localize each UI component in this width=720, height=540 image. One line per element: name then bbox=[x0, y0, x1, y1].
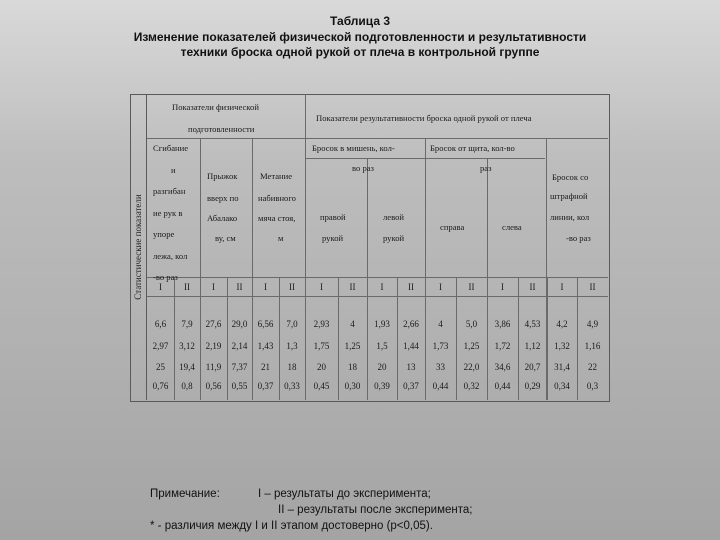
stage-label: I bbox=[501, 282, 504, 292]
table-cell: 18 bbox=[287, 362, 297, 372]
note-label: Примечание: bbox=[150, 488, 220, 500]
stage-label: II bbox=[408, 282, 414, 292]
table-cell: 6,6 bbox=[154, 319, 167, 329]
note-line-3: * - различия между I и II этапом достоверно (р<0,05). bbox=[150, 520, 433, 532]
title-line-3: техники броска одной рукой от плеча в контрольной группе bbox=[180, 45, 540, 59]
table-cell: 1,3 bbox=[286, 341, 298, 351]
table-cell: 2,97 bbox=[152, 341, 169, 351]
stage-label: I bbox=[380, 282, 384, 292]
table-cell: 11,9 bbox=[205, 362, 222, 372]
group-physical-line-1: Показатели физической bbox=[172, 102, 259, 112]
table-cell: 1,75 bbox=[313, 341, 330, 351]
col-jump-line: ву, см bbox=[215, 233, 236, 243]
table-cell: 0,29 bbox=[524, 381, 541, 391]
table-cell: 4,53 bbox=[524, 319, 541, 329]
table-cell: 1,72 bbox=[494, 341, 511, 351]
table-cell: 1,44 bbox=[403, 341, 419, 351]
table-cell: 2,19 bbox=[205, 341, 222, 351]
table-cell: 1,43 bbox=[257, 341, 274, 351]
table-cell: 0,44 bbox=[494, 381, 511, 391]
stage-label: I bbox=[159, 282, 162, 292]
col-throw-line: м bbox=[278, 233, 284, 243]
table-cell: 13 bbox=[406, 362, 416, 372]
table-cell: 25 bbox=[156, 362, 165, 372]
table-cell: 1,32 bbox=[554, 341, 570, 351]
table-cell: 0,76 bbox=[152, 381, 169, 391]
note-line-1: I – результаты до эксперимента; bbox=[258, 488, 431, 500]
col-target-right: рукой bbox=[322, 233, 344, 243]
table-cell: 2,93 bbox=[313, 319, 330, 329]
stage-label: II bbox=[184, 282, 190, 292]
table-cell: 1,12 bbox=[524, 341, 541, 351]
table-cell: 0,33 bbox=[284, 381, 300, 391]
stage-label: II bbox=[468, 282, 475, 292]
table-cell: 21 bbox=[261, 362, 270, 372]
col-jump-line: Абалако bbox=[207, 213, 238, 223]
table-cell: 1,16 bbox=[584, 341, 601, 351]
group-physical-line-2: подготовленности bbox=[188, 124, 255, 134]
col-penalty-line: Бросок со bbox=[552, 172, 589, 182]
col-target-left: рукой bbox=[383, 233, 405, 243]
table-cell: 18 bbox=[348, 362, 357, 372]
stage-label: II bbox=[289, 282, 295, 292]
table-cell: 19,4 bbox=[179, 362, 195, 372]
title-line-1: Таблица 3 bbox=[329, 14, 391, 28]
stage-label: II bbox=[349, 282, 356, 292]
col-flexion-line: разгибан bbox=[153, 186, 186, 196]
group-result-label: Показатели результативности броска одной рукой от плеча bbox=[316, 113, 532, 123]
stage-row-bottom bbox=[147, 296, 608, 297]
table-cell: 5,0 bbox=[465, 319, 478, 329]
stage-label: I bbox=[320, 282, 323, 292]
table-cell: 7,37 bbox=[231, 362, 248, 372]
table-cell: 22,0 bbox=[463, 362, 480, 372]
table-cell: 3,86 bbox=[494, 319, 511, 329]
table-cell: 0,39 bbox=[374, 381, 390, 391]
table-cell: 0,32 bbox=[463, 381, 480, 391]
stage-label: I bbox=[264, 282, 267, 292]
table-cell: 0,30 bbox=[344, 381, 361, 391]
table-cell: 27,6 bbox=[205, 319, 222, 329]
title-line-2: Изменение показателей физической подготовленности и результативности bbox=[133, 29, 587, 44]
table-cell: 0,37 bbox=[257, 381, 274, 391]
table-cell: 0,8 bbox=[181, 381, 193, 391]
side-label-cell bbox=[130, 94, 147, 400]
table-cell: 7,0 bbox=[286, 319, 298, 329]
table-cell: 1,25 bbox=[344, 341, 361, 351]
table-cell: 0,3 bbox=[586, 381, 599, 391]
table-cell: 6,56 bbox=[257, 319, 274, 329]
table-cell: 1,93 bbox=[374, 319, 390, 329]
table-cell: 0,55 bbox=[231, 381, 248, 391]
table-cell: 1,73 bbox=[432, 341, 449, 351]
table-cell: 1,25 bbox=[463, 341, 480, 351]
table-cell: 0,56 bbox=[205, 381, 222, 391]
side-label: Статистические показатели bbox=[133, 194, 143, 300]
table-title bbox=[0, 14, 720, 61]
stage-label: I bbox=[560, 282, 564, 292]
table-cell: 4,9 bbox=[586, 319, 599, 329]
table-cell: 31,4 bbox=[554, 362, 570, 372]
col-target-right: правой bbox=[320, 212, 346, 222]
col-throw-line: Метание bbox=[260, 171, 293, 181]
table-cell: 29,0 bbox=[231, 319, 248, 329]
col-target-line: Бросок в мишень, кол- bbox=[312, 143, 395, 153]
col-flexion-line: лежа, кол bbox=[153, 250, 188, 261]
table-cell: 4,2 bbox=[556, 319, 568, 329]
col-target-left: левой bbox=[383, 212, 404, 222]
col-flexion-line: и bbox=[171, 164, 176, 175]
table-cell: 20 bbox=[377, 362, 387, 372]
col-penalty-line: линии, кол bbox=[550, 212, 590, 222]
table-cell: 0,44 bbox=[432, 381, 449, 391]
table-cell: 1,5 bbox=[376, 341, 388, 351]
table-cell: 22 bbox=[588, 362, 597, 372]
stage-row-top bbox=[147, 277, 608, 278]
table-cell: 20 bbox=[317, 362, 326, 372]
table-cell: 3,12 bbox=[179, 341, 195, 351]
col-target-line: во раз bbox=[352, 163, 374, 173]
stage-label: I bbox=[439, 282, 442, 292]
col-shield-line: Бросок от щита, кол-во bbox=[430, 143, 515, 153]
col-shield-line: раз bbox=[480, 163, 492, 173]
table-cell: 0,34 bbox=[554, 381, 570, 391]
col-shield-left: слева bbox=[502, 222, 522, 232]
col-flexion-line: упоре bbox=[153, 229, 175, 239]
col-penalty-line: штрафной bbox=[550, 191, 588, 201]
note-line-2: II – результаты после эксперимента; bbox=[278, 504, 473, 516]
table-cell: 2,14 bbox=[231, 341, 248, 351]
table-cell: 2,66 bbox=[403, 319, 419, 329]
col-flexion-line: ие рук в bbox=[153, 207, 183, 218]
stage-label: I bbox=[212, 282, 215, 292]
stage-label: II bbox=[236, 282, 243, 292]
table-cell: 0,45 bbox=[313, 381, 330, 391]
col-throw-line: набивного bbox=[258, 193, 296, 203]
col-shield-right: справа bbox=[440, 222, 465, 232]
stage-label: II bbox=[589, 282, 596, 292]
col-flexion-line: -во раз bbox=[153, 272, 178, 282]
table-cell: 7,9 bbox=[181, 319, 193, 329]
table-cell: 34,6 bbox=[494, 362, 511, 372]
table-cell: 20,7 bbox=[524, 362, 541, 372]
table-cell: 4 bbox=[438, 319, 443, 329]
col-jump-line: вверх по bbox=[207, 193, 239, 203]
table-cell: 4 bbox=[350, 319, 355, 329]
table-cell: 0,37 bbox=[403, 381, 419, 391]
data-table bbox=[130, 94, 610, 402]
col-flexion-line: Сгибание bbox=[153, 143, 189, 153]
stage-label: II bbox=[529, 282, 536, 292]
col-throw-line: мяча стоя, bbox=[258, 213, 296, 223]
header-divider bbox=[147, 138, 608, 139]
col-jump-line: Прыжок bbox=[207, 171, 238, 181]
table-cell: 33 bbox=[436, 362, 445, 372]
col-penalty-line: -во раз bbox=[566, 233, 591, 243]
